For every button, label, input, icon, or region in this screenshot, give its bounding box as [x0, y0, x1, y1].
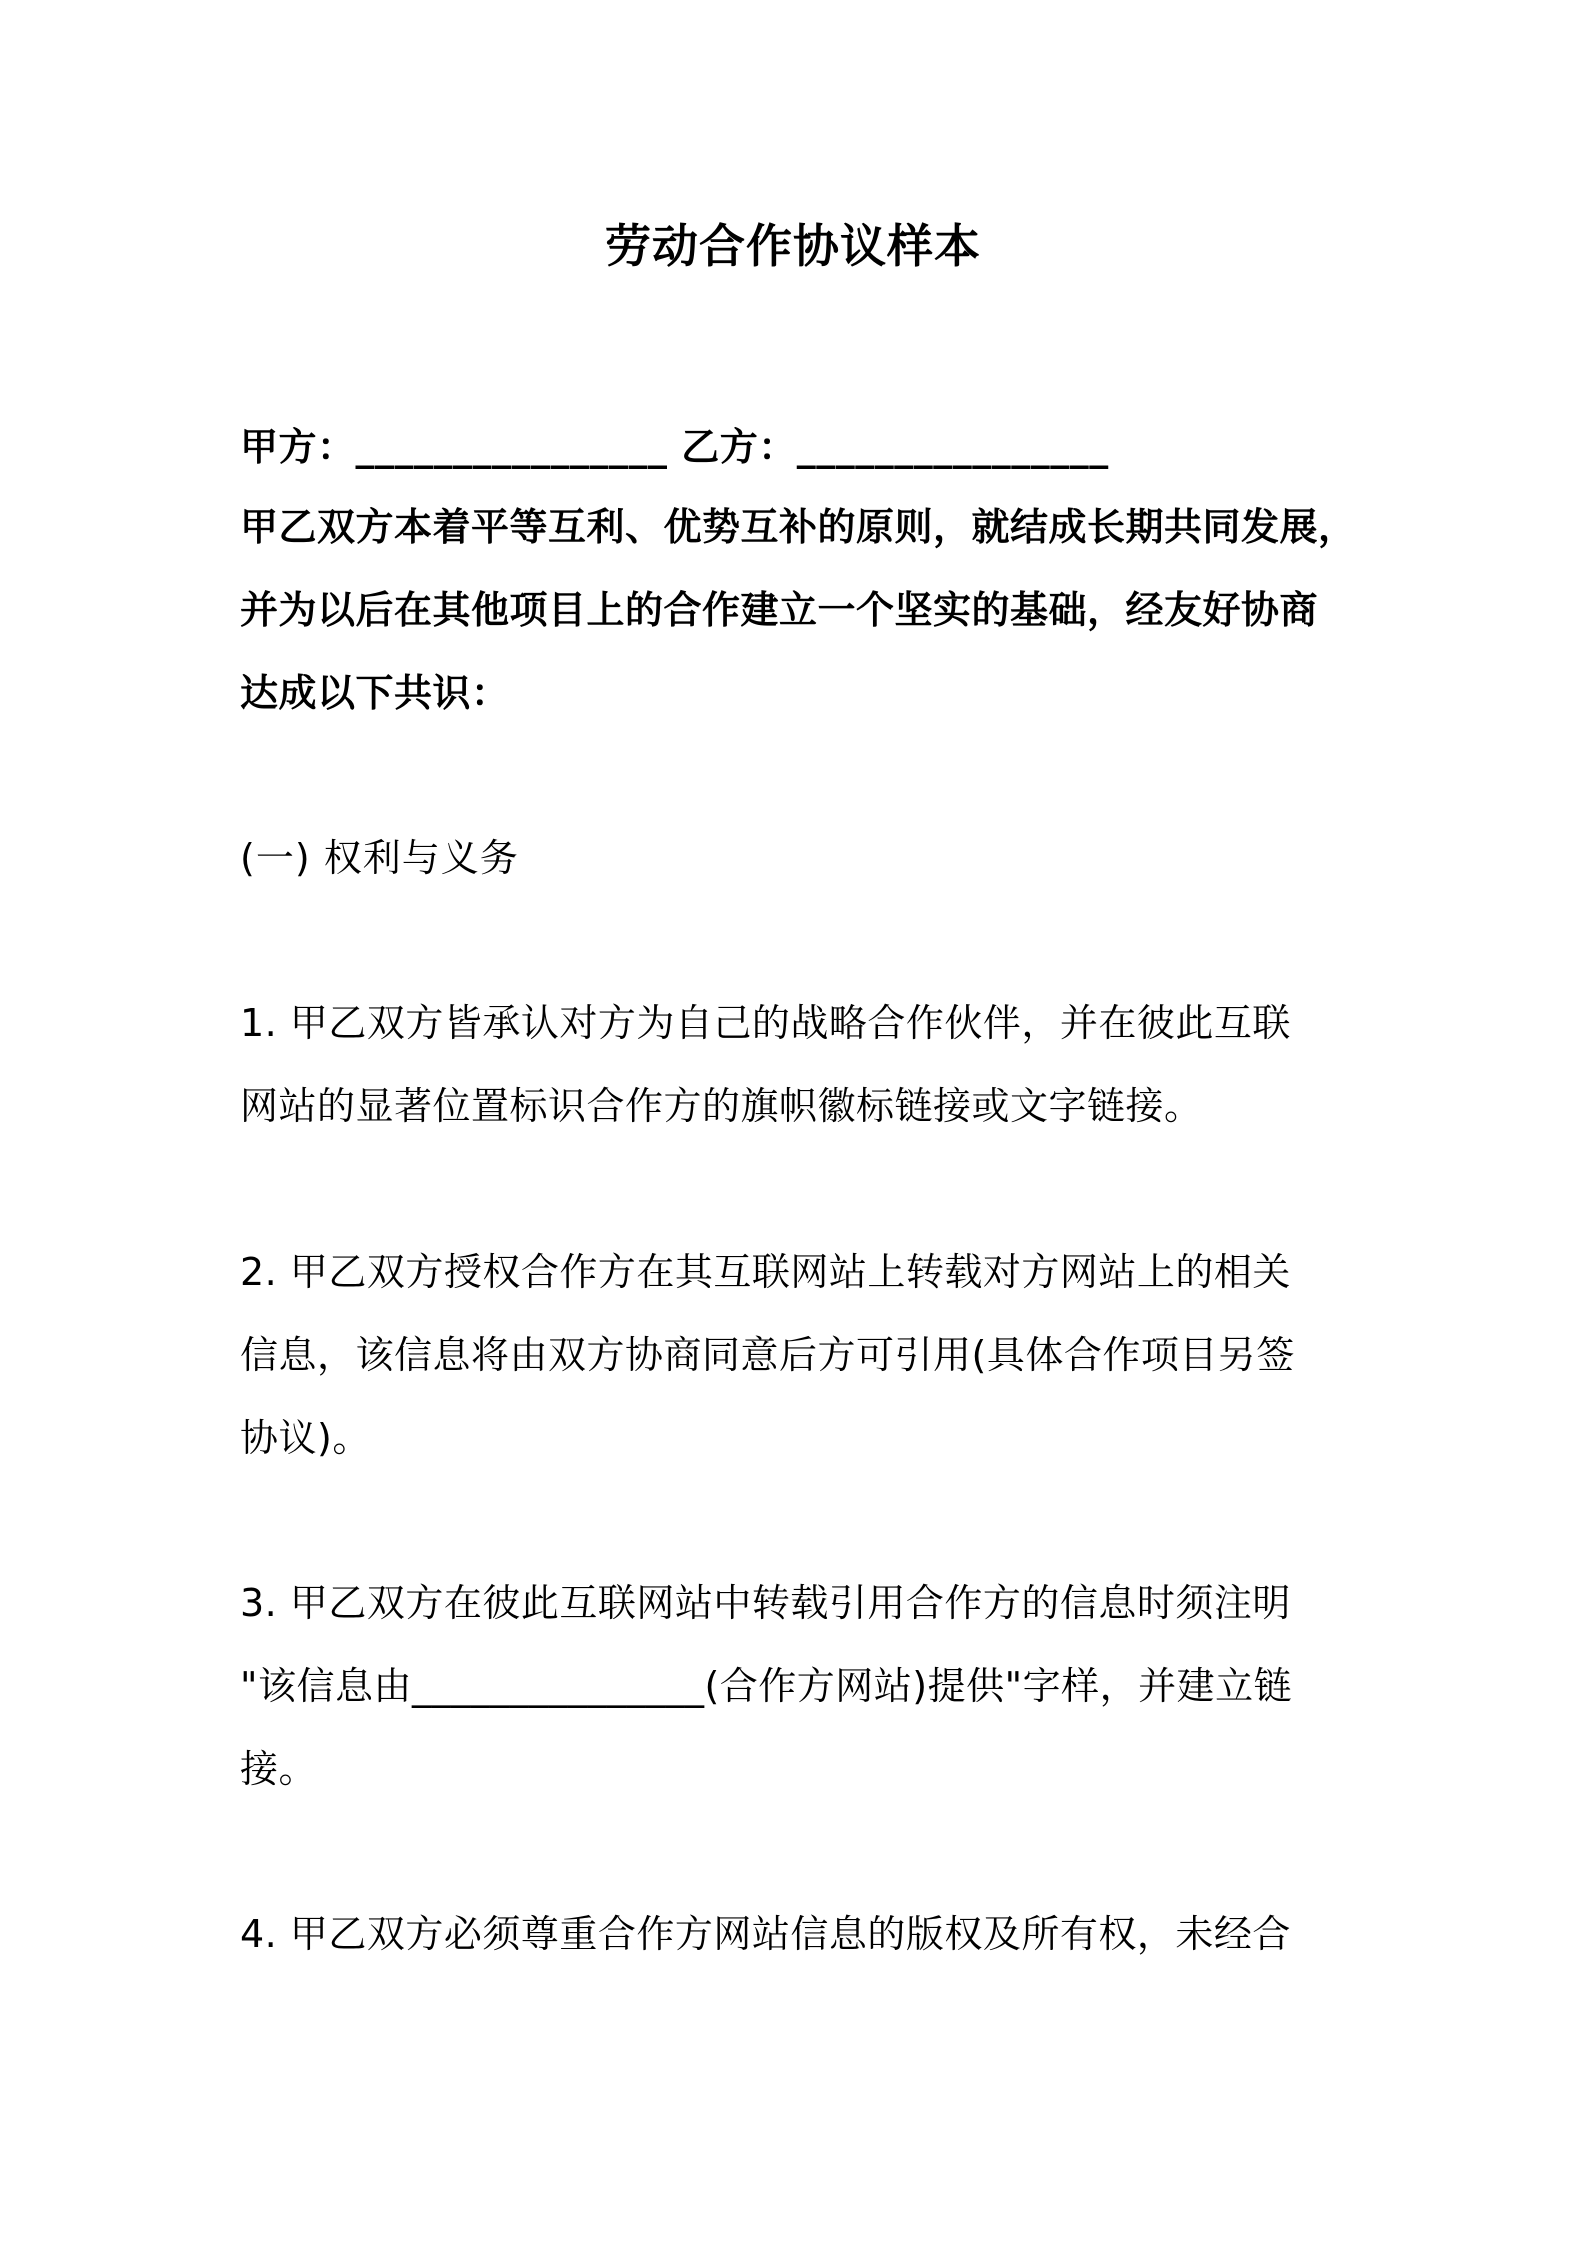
intro-line: 并为以后在其他项目上的合作建立一个坚实的基础，经友好协商 [240, 588, 1319, 632]
clause-3-line: "该信息由_______________(合作方网站)提供"字样，并建立链 [240, 1664, 1293, 1708]
clause-2-line: 2. 甲乙双方授权合作方在其互联网站上转载对方网站上的相关 [240, 1250, 1291, 1294]
parties-line: 甲方：________________ 乙方：________________ [240, 425, 1109, 469]
document-title: 劳动合作协议样本 [605, 219, 981, 273]
section-heading: (一) 权利与义务 [240, 836, 519, 880]
intro-line: 达成以下共识： [240, 671, 510, 715]
clause-3-line: 3. 甲乙双方在彼此互联网站中转载引用合作方的信息时须注明 [240, 1581, 1291, 1625]
clause-1-line: 网站的显著位置标识合作方的旗帜徽标链接或文字链接。 [240, 1084, 1203, 1128]
intro-line: 甲乙双方本着平等互利、优势互补的原则，就结成长期共同发展， [240, 505, 1357, 549]
clause-1-line: 1. 甲乙双方皆承认对方为自己的战略合作伙伴，并在彼此互联 [240, 1001, 1291, 1045]
clause-2-line: 信息，该信息将由双方协商同意后方可引用(具体合作项目另签 [240, 1333, 1295, 1377]
clause-4-line: 4. 甲乙双方必须尊重合作方网站信息的版权及所有权，未经合 [240, 1912, 1291, 1956]
clause-2-line: 协议)。 [240, 1416, 371, 1460]
clause-3-line: 接。 [240, 1747, 318, 1791]
